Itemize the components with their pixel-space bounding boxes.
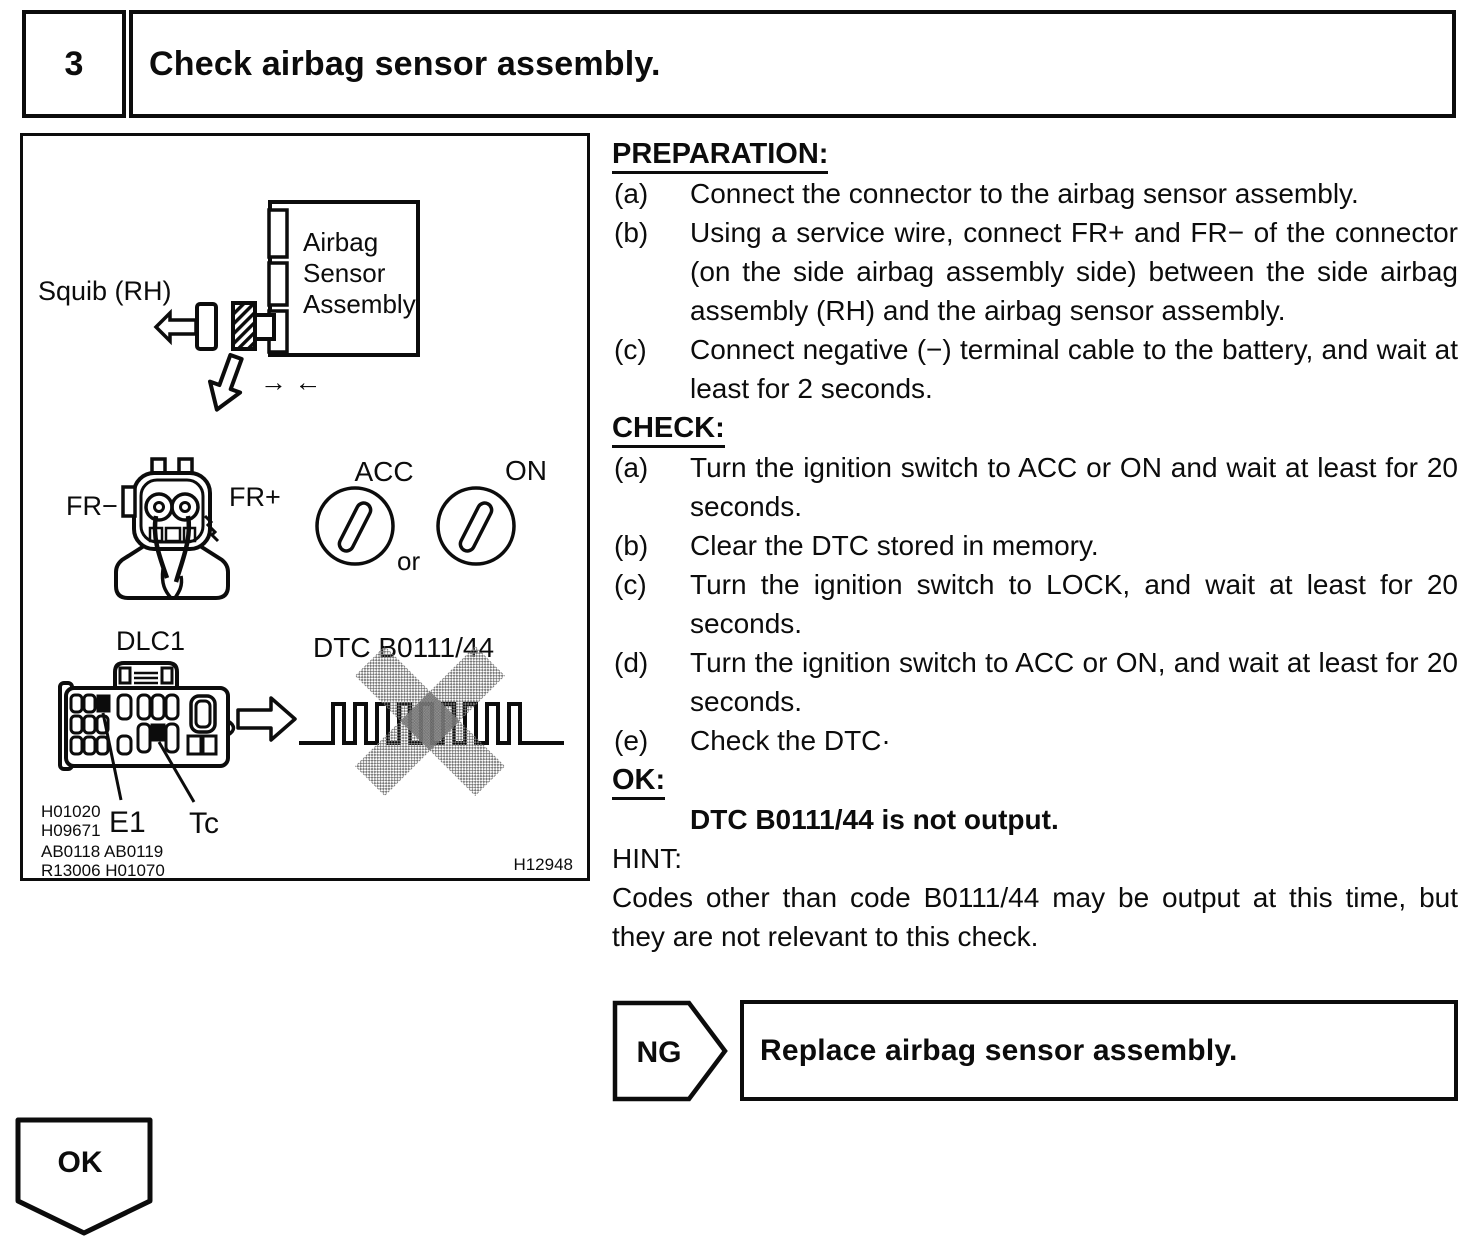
check-item: (e) Check the DTC· [614, 725, 891, 756]
check-item: (b) Clear the DTC stored in memory. [614, 530, 1099, 561]
preparation-list [612, 174, 1458, 408]
acc-label: ACC [354, 456, 414, 487]
check-item: (d) Turn the ignition switch to ACC or ON, and wait at least for 20 seconds. [614, 647, 1458, 717]
spacer-hatched [233, 303, 255, 349]
ng-action: Replace airbag sensor assembly. [740, 1000, 1458, 1101]
ignition-switch-positions [317, 455, 547, 576]
preparation-item: (b) Using a service wire, connect FR+ and FR− of the connector (on the side airbag assembly side) between the side airbag assembly (RH) and the airbag sensor assembly. [614, 217, 1458, 326]
ref-code-2: H09671 [41, 821, 101, 840]
fr-plus-label: FR+ [229, 482, 281, 512]
hint-heading: HINT: [612, 843, 682, 874]
airbag-sensor-assembly-diagram [38, 202, 418, 415]
figure-illustration [23, 136, 587, 878]
pin-tc [151, 724, 165, 741]
step-number: 3 [22, 10, 126, 118]
ng-label: NG [636, 1036, 682, 1069]
tc-label: Tc [189, 807, 219, 840]
hint-text: Codes other than code B0111/44 may be output at this time, but they are not relevant to this check. [612, 882, 1458, 952]
assembly-label-line1: Airbag [303, 227, 379, 257]
assembly-label-line3: Assembly [303, 289, 416, 319]
step-header [22, 10, 1456, 118]
check-list [612, 448, 1458, 760]
preparation-heading: PREPARATION: [612, 134, 1458, 174]
e1-label: E1 [109, 806, 146, 839]
step-title: Check airbag sensor assembly. [129, 10, 1456, 118]
dlc1-label: DLC1 [116, 626, 186, 656]
ref-code-4: R13006 H01070 [41, 861, 165, 878]
ignition-switch-on [438, 488, 514, 564]
assembly-label-line2: Sensor [303, 258, 386, 288]
ignition-switch-acc [317, 488, 393, 564]
pin-e1 [97, 695, 110, 712]
check-item: (c) Turn the ignition switch to LOCK, and wait at least for 20 seconds. [614, 569, 1458, 639]
ok-label: OK [57, 1146, 103, 1179]
preparation-item: (c) Connect negative (−) terminal cable to the battery, and wait at least for 2 seconds. [614, 334, 1458, 404]
squib-connector-diagram [66, 459, 281, 598]
check-heading: CHECK: [612, 408, 1458, 448]
ng-branch [612, 1000, 1458, 1102]
on-label: ON [505, 455, 547, 486]
or-label: or [397, 546, 421, 576]
check-item: (a) Turn the ignition switch to ACC or ON and wait at least for 20 seconds. [614, 452, 1458, 522]
ok-heading: OK: [612, 760, 1458, 800]
down-arrow [202, 352, 251, 416]
fr-minus-label: FR− [66, 491, 118, 521]
dtc-waveform-diagram [238, 632, 564, 796]
dtc-code-label: DTC B0111/44 [313, 632, 495, 663]
instructions-column [612, 134, 1458, 956]
figure-box [20, 133, 590, 881]
right-arrow [238, 698, 295, 740]
figure-id: H12948 [513, 855, 573, 874]
squib-plug [156, 313, 196, 341]
ok-result: DTC B0111/44 is not output. [690, 804, 1059, 835]
squib-label: Squib (RH) [38, 276, 172, 306]
preparation-item: (a) Connect the connector to the airbag sensor assembly. [614, 178, 1359, 209]
ref-code-1: H01020 [41, 802, 101, 821]
ref-code-3: AB0118 AB0119 [41, 842, 164, 861]
meet-arrows: → ← [260, 367, 322, 397]
ng-connector [612, 1000, 728, 1102]
ok-connector [14, 1114, 156, 1238]
